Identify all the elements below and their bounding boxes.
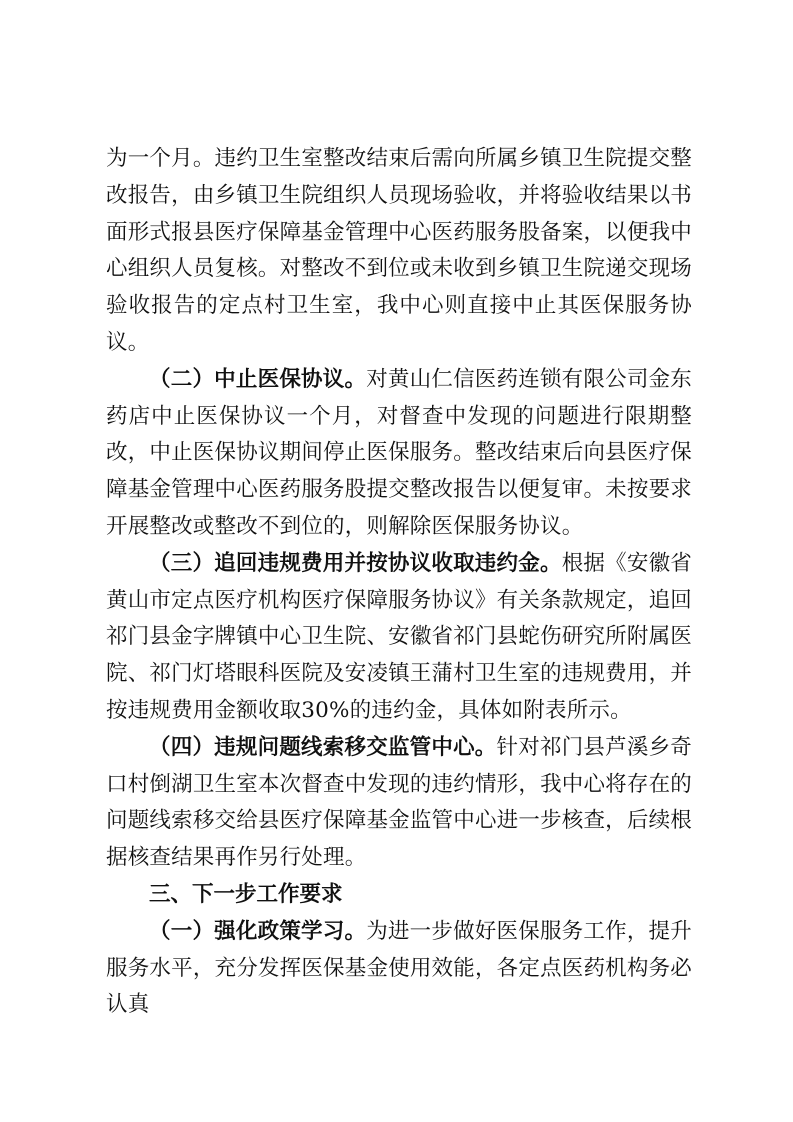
paragraph-text: 根据《安徽省黄山市定点医疗机构医疗保障服务协议》有关条款规定，追回祁门县金字牌镇中心卫生院、安徽省祁门县蛇伤研究所附属医院、祁门灯塔眼科医院及安凌镇王蒲村卫生室的违规费用，并按违规费用金额收取30%的违约金，具体如附表所示。 (106, 550, 692, 723)
paragraph-transfer-clues (106, 730, 692, 877)
paragraph-suspend-agreement (106, 362, 692, 546)
paragraph-recover-fees (106, 546, 692, 730)
paragraph-text: 对黄山仁信医药连锁有限公司金东药店中止医保协议一个月，对督查中发现的问题进行限期整改，中止医保协议期间停止医保服务。整改结束后向县医疗保障基金管理中心医药服务股提交整改报告以便复审。未按要求开展整改或整改不到位的，则解除医保服务协议。 (106, 366, 692, 539)
section-heading-next-steps: 三、下一步工作要求 (149, 881, 343, 907)
subheading-suspend-agreement: （二）中止医保协议。 (149, 366, 367, 392)
document-body (106, 141, 692, 1024)
paragraph-policy-study (106, 914, 692, 1024)
subheading-policy-study: （一）强化政策学习。 (149, 918, 367, 944)
subheading-transfer-clues: （四）违规问题线索移交监管中心。 (149, 734, 497, 760)
paragraph-text: 针对祁门县芦溪乡奇口村倒湖卫生室本次督查中发现的违约情形，我中心将存在的问题线索移交给县医疗保障基金监管中心进一步核查，后续根据核查结果再作另行处理。 (106, 734, 692, 871)
paragraph-text: 为进一步做好医保服务工作，提升服务水平，充分发挥医保基金使用效能，各定点医药机构务必认真 (106, 918, 692, 1018)
paragraph-rectification-report: 为一个月。违约卫生室整改结束后需向所属乡镇卫生院提交整改报告，由乡镇卫生院组织人员现场验收，并将验收结果以书面形式报县医疗保障基金管理中心医药服务股备案，以便我中心组织人员复核。对整改不到位或未收到乡镇卫生院递交现场验收报告的定点村卫生室，我中心则直接中止其医保服务协议。 (106, 146, 692, 355)
subheading-recover-fees: （三）追回违规费用并按协议收取违约金。 (149, 550, 562, 576)
